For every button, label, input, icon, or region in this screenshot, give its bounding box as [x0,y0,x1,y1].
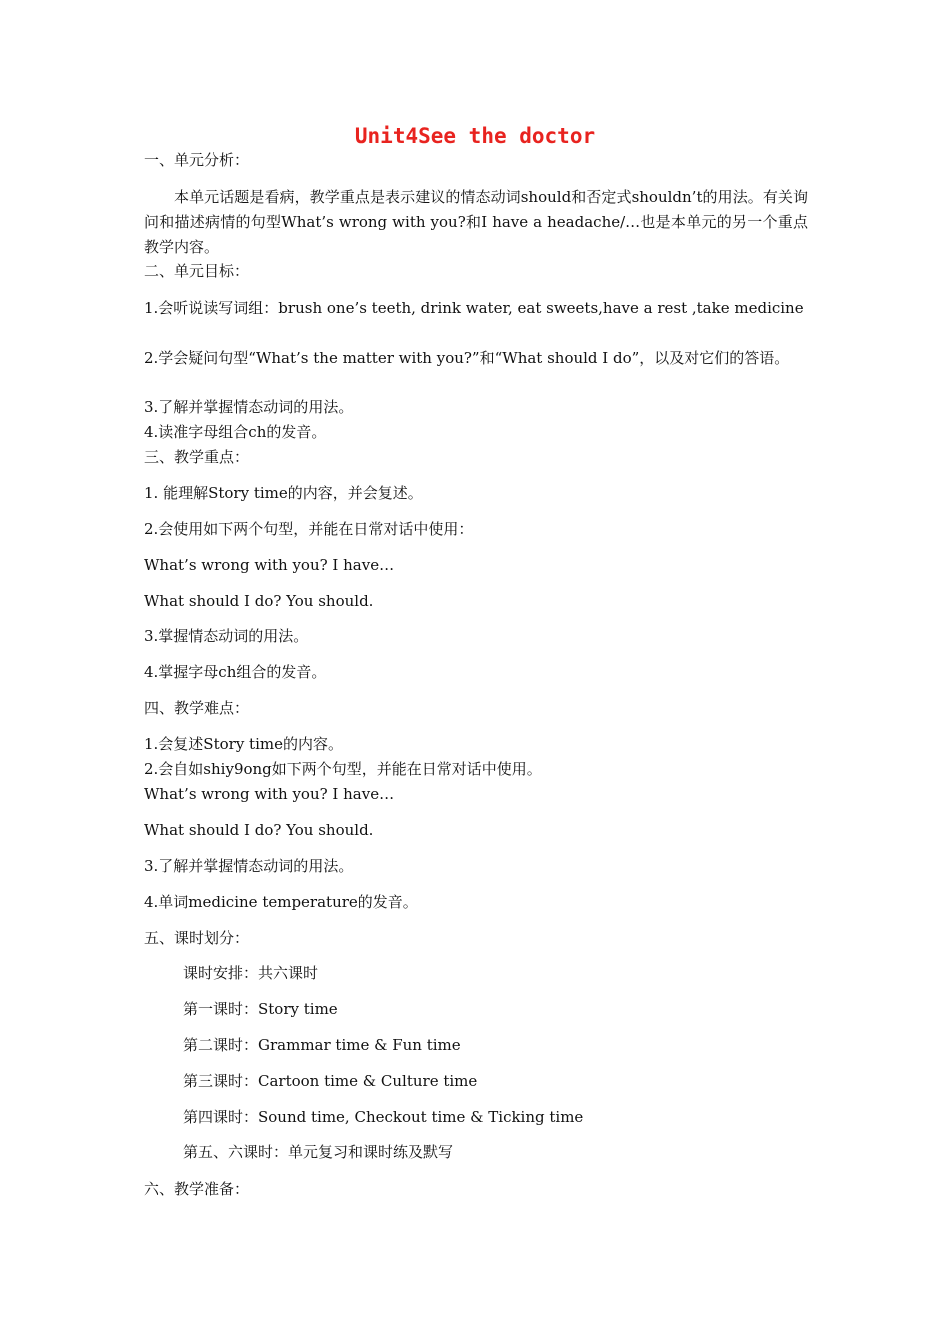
section-heading-lesson-division: 五、课时划分： [144,929,250,947]
key-point-4: 4.掌握字母ch组合的发音。 [144,663,327,681]
difficulty-2: 2.会自如shiy9ong如下两个句型，并能在日常对话中使用。 [144,760,542,778]
key-point-3: 3.掌握情态动词的用法。 [144,627,309,645]
difficulty-pattern-2: What should I do? You should. [144,821,374,839]
key-point-pattern-1: What’s wrong with you? I have… [144,556,395,574]
lesson-4: 第四课时：Sound time, Checkout time & Ticking time [183,1108,584,1126]
lesson-1: 第一课时：Story time [183,1000,338,1018]
unit-analysis-paragraph: 本单元话题是看病，教学重点是表示建议的情态动词should和否定式shouldn’t的用法。有关询问和描述病情的句型What’s wrong with you?和I have a headache/…也是本单元的另一个重点教学内容。 [144,188,808,256]
goal-item-3: 3.了解并掌握情态动词的用法。 [144,398,354,416]
goal-item-4: 4.读准字母组合ch的发音。 [144,423,327,441]
section-heading-key-points: 三、教学重点： [144,448,250,466]
key-point-1: 1. 能理解Story time的内容，并会复述。 [144,484,423,502]
lesson-2: 第二课时：Grammar time & Fun time [183,1036,461,1054]
difficulty-pattern-1: What’s wrong with you? I have… [144,785,395,803]
section-heading-unit-goals: 二、单元目标： [144,262,250,280]
section-heading-unit-analysis: 一、单元分析： [144,151,250,169]
section-heading-difficulties: 四、教学难点： [144,699,250,717]
lesson-3: 第三课时：Cartoon time & Culture time [183,1072,478,1090]
key-point-pattern-2: What should I do? You should. [144,592,374,610]
key-point-2: 2.会使用如下两个句型，并能在日常对话中使用： [144,520,474,538]
lesson-schedule-summary: 课时安排：共六课时 [183,964,319,982]
goal-item-2: 2.学会疑问句型“What’s the matter with you?”和“What should I do”，以及对它们的答语。 [144,349,790,367]
document-title: Unit4See the doctor [354,124,596,148]
lesson-5-6: 第五、六课时：单元复习和课时练及默写 [183,1143,454,1161]
difficulty-4: 4.单词medicine temperature的发音。 [144,893,418,911]
goal-item-1: 1.会听说读写词组：brush one’s teeth, drink water, eat sweets,have a rest ,take medicine [144,299,804,317]
difficulty-3: 3.了解并掌握情态动词的用法。 [144,857,354,875]
difficulty-1: 1.会复述Story time的内容。 [144,735,343,753]
section-heading-preparation: 六、教学准备： [144,1180,250,1198]
